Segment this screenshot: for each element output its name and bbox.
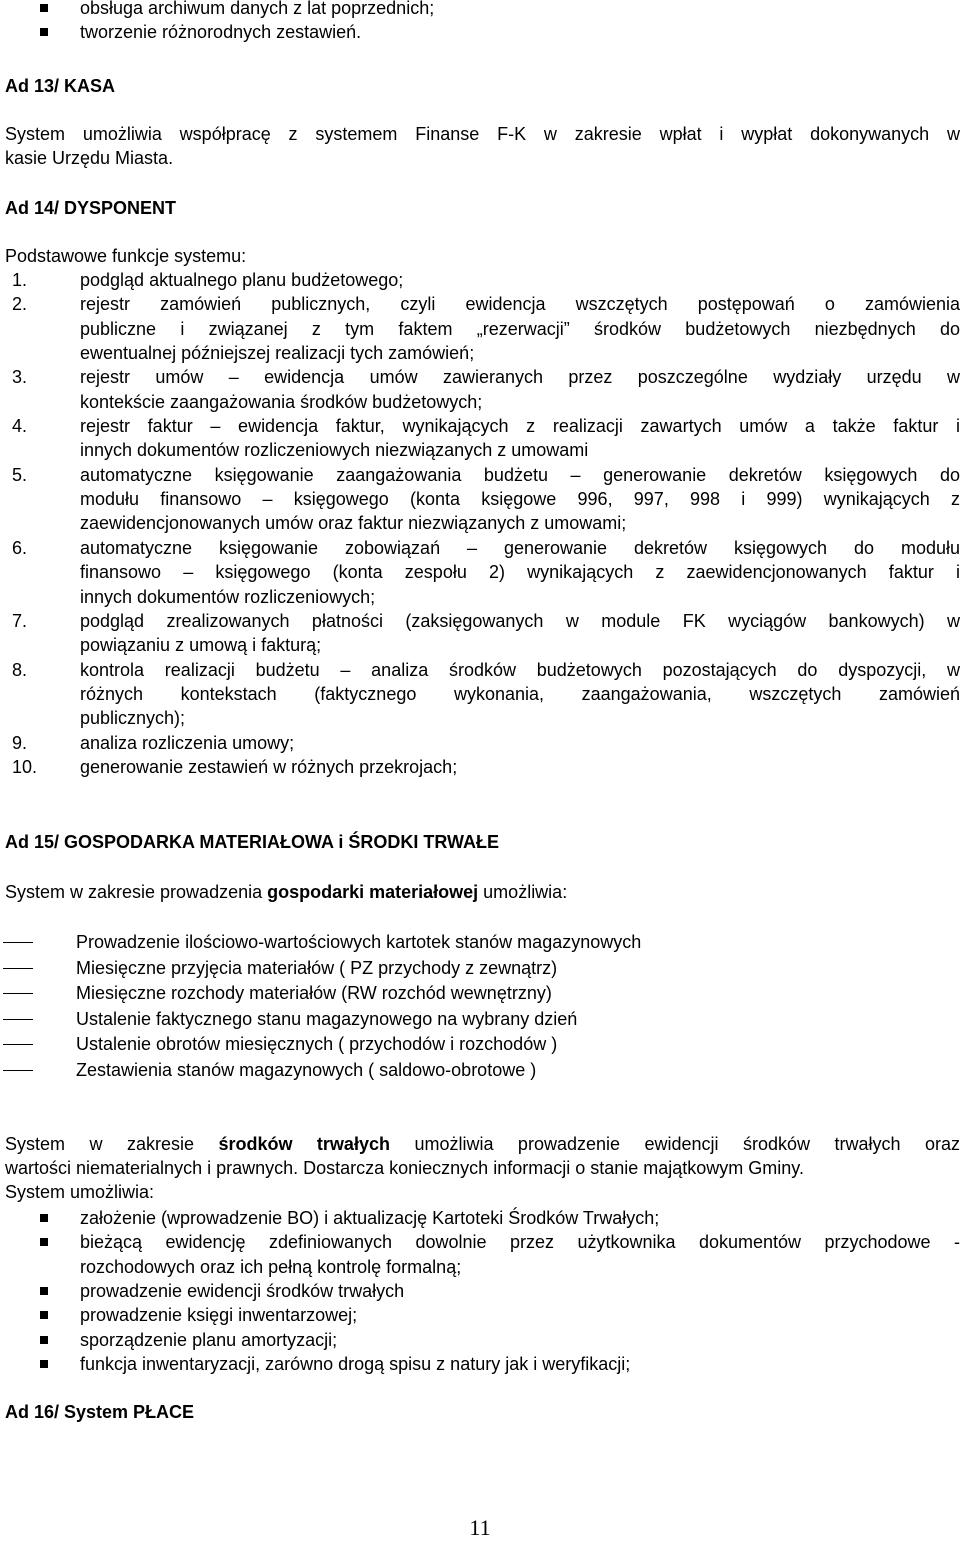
item-text: Zestawienia stanów magazynowych ( saldowo-obrotowe ) xyxy=(76,1060,537,1080)
item-text xyxy=(80,731,960,755)
dash-bullet-icon xyxy=(3,942,33,943)
item-text-line: podgląd aktualnego planu budżetowego; xyxy=(80,270,404,290)
item-number: 8. xyxy=(12,659,28,680)
section-heading-kasa: Ad 13/ KASA xyxy=(5,76,116,96)
item-text-line: kontrola realizacji budżetu – analiza środków budżetowych pozostających do dyspozycji, w xyxy=(80,659,960,680)
square-bullet-icon xyxy=(40,28,48,36)
square-bullet-icon xyxy=(40,1287,48,1295)
square-bullet-icon xyxy=(40,1336,48,1344)
kasa-paragraph-line: kasie Urzędu Miasta. xyxy=(5,148,174,168)
gospodarka-intro: System w zakresie prowadzenia gospodarki materiałowej umożliwia: xyxy=(5,882,568,902)
item-text xyxy=(80,1303,960,1327)
item-text-line: rejestr zamówień publicznych, czyli ewidencja wszczętych postępowań o zamówienia xyxy=(80,294,960,315)
item-number: 4. xyxy=(12,416,28,437)
srodki-trwale-paragraph-line: wartości niematerialnych i prawnych. Dostarcza koniecznych informacji o stanie majątkowym Gminy. xyxy=(5,1158,804,1178)
item-text xyxy=(80,292,960,365)
item-text-line: rozchodowych oraz ich pełną kontrolę formalną; xyxy=(80,1256,462,1277)
item-text xyxy=(80,1352,960,1376)
item-text-line: założenie (wprowadzenie BO) i aktualizację Kartoteki Środków Trwałych; xyxy=(80,1208,660,1228)
item-text xyxy=(80,268,960,292)
document-page: obsługa archiwum danych z lat poprzednich; tworzenie różnorodnych zestawień. Ad 13/ KASA System umożliwia współpracę z systemem Finanse F-K w zakresie wpłat i wypłat dokonywanych w kasie Urzędu Miasta. Ad 14/ DYSPONENT Podstawowe funkcje systemu: 1. podgląd aktualnego planu budżetowego; 2. rejestr zamówień publicznych, czyli ewidencja wszczętych postępowań o zamówienia publiczne i związanej z tym faktem „rezerwacji” środków budżetowych niezbędnych do ewentualnej późniejszej realizacji tych zamówień; 3. rejestr umów – ewidencja umów zawieranych przez poszczególne wydziały urzędu w kontekście zaangażowania środków budżetowych; 4. rejestr faktur – ewidencja faktur, wynikających z realizacji zawartych umów a także faktur i innych dokumentów rozliczeniowych niezwiązanych z umowami 5. automatyczne księgowanie zaangażowania budżetu – generowanie dekretów księgowych do modułu finansowo – księgowego (konta księgowe 996, 997, 998 i 999) wynikających z zaewidencjonowanych umów oraz faktur niezwiązanych z umowami; 6. automatyczne księgowanie zobowiązań – generowanie dekretów księgowych do modułu finansowo – księgowego (konta zespołu 2) wynikających z zaewidencjonowanych faktur i innych dokumentów rozliczeniowych; 7. podgląd zrealizowanych płatności (zaksięgowanych w module FK wyciągów bankowych) w powiązaniu z umową i fakturą; 8. kontrola realizacji budżetu – analiza środków budżetowych pozostających do dyspozycji, w różnych kontekstach (faktycznego wykonania, zaangażowania, wszczętych zamówień publicznych); 9. analiza rozliczenia umowy; 10. generowanie zestawień w różnych przekrojach; Ad 15/ GOSPODARKA MATERIAŁOWA i ŚRODKI TRWAŁE System w zakresie prowadzenia gospodarki materiałowej umożliwia: Prowadzenie ilościowo-wartościowych kartotek stanów magazynowych Miesięczne przyjęcia materiałów ( PZ przychody z zewnątrz) Miesięczne rozchody materiałów (RW rozchód wewnętrzny) Ustalenie faktycznego stanu magazynowego na wybrany dzień Ustalenie obrotów miesięcznych ( przychodów i rozchodów ) Zestawienia stanów magazynowych ( saldowo-obrotowe ) System w zakresie środków trwałych umożliwia prowadzenie ewidencji środków trwałych oraz wartości niematerialnych i prawnych. Dostarcza koniecznych informacji o stanie majątkowym Gminy. System umożliwia: założenie (wprowadzenie BO) i aktualizację Kartoteki Środków Trwałych; bieżącą ewidencję zdefiniowanych dowolnie przez użytkownika dokumentów przychodowe - rozchodowych oraz ich pełną kontrolę formalną; prowadzenie ewidencji środków trwałych prowadzenie księgi inwentarzowej; sporządzenie planu amortyzacji; funkcja inwentaryzacji, zarówno drogą spisu z natury jak i weryfikacji; Ad 16/ System PŁACE 11 xyxy=(0,0,960,1543)
item-number: 10. xyxy=(12,757,38,777)
item-text xyxy=(80,536,960,609)
dash-bullet-icon xyxy=(3,1019,33,1020)
item-text xyxy=(80,463,960,536)
section-heading-place: Ad 16/ System PŁACE xyxy=(5,1402,195,1422)
item-text-line: podgląd zrealizowanych płatności (zaksięgowanych w module FK wyciągów bankowych) w xyxy=(80,610,960,631)
section-heading-gospodarka: Ad 15/ GOSPODARKA MATERIAŁOWA i ŚRODKI TRWAŁE xyxy=(5,832,500,852)
srodki-trwale-intro: System umożliwia: xyxy=(5,1182,155,1202)
item-text: Miesięczne rozchody materiałów (RW rozchód wewnętrzny) xyxy=(76,983,552,1004)
dash-bullet-icon xyxy=(3,993,33,994)
item-text-line: ewentualnej późniejszej realizacji tych zamówień; xyxy=(80,343,475,364)
item-number: 6. xyxy=(12,537,28,558)
item-text-line: różnych kontekstach (faktycznego wykonania, zaangażowania, wszczętych zamówień xyxy=(80,683,960,704)
item-text xyxy=(80,1230,960,1279)
item-text-line: zaewidencjonowanych umów oraz faktur niezwiązanych z umowami; xyxy=(80,513,627,534)
item-text-line: rejestr faktur – ewidencja faktur, wynikających z realizacji zawartych umów a także faktur i xyxy=(80,416,960,437)
item-text-line: generowanie zestawień w różnych przekrojach; xyxy=(80,757,458,777)
item-text: Miesięczne przyjęcia materiałów ( PZ przychody z zewnątrz) xyxy=(76,957,558,978)
item-text-line: finansowo – księgowego (konta zespołu 2) wynikających z zaewidencjonowanych faktur i xyxy=(80,562,960,583)
item-text-line: innych dokumentów rozliczeniowych niezwiązanych z umowami xyxy=(80,440,589,461)
item-text: Ustalenie faktycznego stanu magazynowego na wybrany dzień xyxy=(76,1008,578,1029)
item-number: 5. xyxy=(12,464,28,485)
square-bullet-icon xyxy=(40,1311,48,1319)
item-text-line: sporządzenie planu amortyzacji; xyxy=(80,1329,338,1350)
dash-bullet-icon xyxy=(3,1044,33,1045)
square-bullet-icon xyxy=(40,4,48,12)
item-text-line: automatyczne księgowanie zobowiązań – generowanie dekretów księgowych do modułu xyxy=(80,537,960,558)
dash-bullet-icon xyxy=(3,968,33,969)
item-text-line: kontekście zaangażowania środków budżetowych; xyxy=(80,391,483,412)
item-text xyxy=(80,755,960,779)
kasa-paragraph-line: System umożliwia współpracę z systemem Finanse F-K w zakresie wpłat i wypłat dokonywanych w xyxy=(5,124,960,144)
item-text-line: publicznych); xyxy=(80,708,186,729)
item-text xyxy=(80,658,960,731)
item-text-line: analiza rozliczenia umowy; xyxy=(80,732,295,753)
item-number: 2. xyxy=(12,294,28,315)
item-text xyxy=(80,414,960,463)
item-number: 1. xyxy=(12,270,28,290)
item-text-line: automatyczne księgowanie zaangażowania budżetu – generowanie dekretów księgowych do xyxy=(80,464,960,485)
item-text: Ustalenie obrotów miesięcznych ( przychodów i rozchodów ) xyxy=(76,1034,558,1055)
item-text: Prowadzenie ilościowo-wartościowych kartotek stanów magazynowych xyxy=(76,932,642,952)
section-heading-dysponent: Ad 14/ DYSPONENT xyxy=(5,198,177,218)
page-number: 11 xyxy=(469,1515,491,1540)
item-text-line: prowadzenie ewidencji środków trwałych xyxy=(80,1280,405,1301)
item-number: 3. xyxy=(12,367,28,388)
item-text-line: publiczne i związanej z tym faktem „rezerwacji” środków budżetowych niezbędnych do xyxy=(80,318,960,339)
item-text xyxy=(80,609,960,658)
item-text-line: rejestr umów – ewidencja umów zawieranych przez poszczególne wydziały urzędu w xyxy=(80,367,960,388)
dysponent-intro: Podstawowe funkcje systemu: xyxy=(5,246,247,266)
item-text-line: innych dokumentów rozliczeniowych; xyxy=(80,586,376,607)
square-bullet-icon xyxy=(40,1214,48,1222)
srodki-trwale-paragraph-line: System w zakresie środków trwałych umożliwia prowadzenie ewidencji środków trwałych oraz xyxy=(5,1134,960,1154)
square-bullet-icon xyxy=(40,1360,48,1368)
item-text-line: modułu finansowo – księgowego (konta księgowe 996, 997, 998 i 999) wynikających z xyxy=(80,489,960,510)
item-text xyxy=(80,1206,960,1230)
square-bullet-icon xyxy=(40,1238,48,1246)
item-text xyxy=(80,365,960,414)
item-number: 7. xyxy=(12,610,28,631)
item-number: 9. xyxy=(12,732,28,753)
item-text-line: powiązaniu z umową i fakturą; xyxy=(80,635,322,656)
item-text-line: prowadzenie księgi inwentarzowej; xyxy=(80,1305,358,1326)
item-text-line: funkcja inwentaryzacji, zarówno drogą spisu z natury jak i weryfikacji; xyxy=(80,1353,631,1374)
item-text xyxy=(80,1328,960,1352)
item-text-line: bieżącą ewidencję zdefiniowanych dowolnie przez użytkownika dokumentów przychodowe - xyxy=(80,1232,960,1253)
dash-bullet-icon xyxy=(3,1070,33,1071)
item-text xyxy=(80,1279,960,1303)
